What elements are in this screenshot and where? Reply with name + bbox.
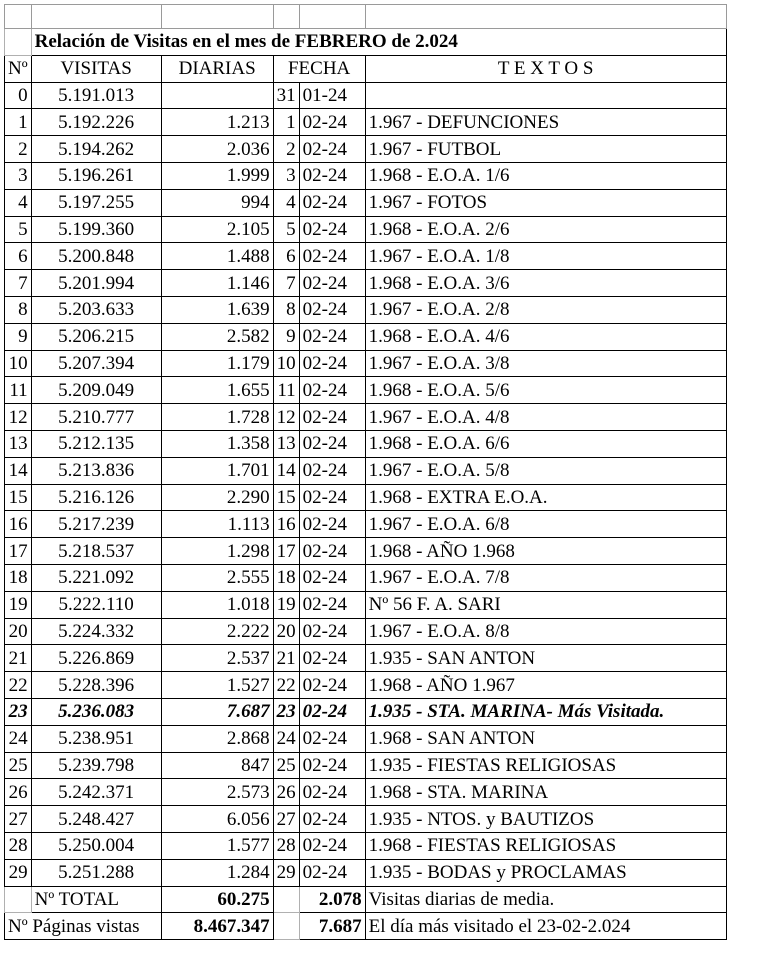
row-number[interactable]: 17 <box>5 538 32 565</box>
table-row <box>5 296 727 323</box>
row-day[interactable]: 16 <box>273 511 299 538</box>
table-row <box>5 538 727 565</box>
row-diarias[interactable]: 6.056 <box>161 806 273 833</box>
table-row <box>5 645 727 672</box>
row-diarias[interactable]: 1.213 <box>161 109 273 136</box>
row-visitas[interactable]: 5.224.332 <box>31 618 161 645</box>
row-texto[interactable]: 1.968 - E.O.A. 4/6 <box>365 323 726 350</box>
row-visitas[interactable]: 5.200.848 <box>31 243 161 270</box>
total-row <box>5 886 727 913</box>
row-diarias[interactable]: 1.527 <box>161 672 273 699</box>
row-month[interactable]: 02-24 <box>299 457 365 484</box>
row-texto[interactable]: 1.967 - E.O.A. 1/8 <box>365 243 726 270</box>
table-row <box>5 618 727 645</box>
table-row <box>5 270 727 297</box>
table-row <box>5 82 727 109</box>
row-number[interactable]: 0 <box>5 82 32 109</box>
row-visitas[interactable]: 5.207.394 <box>31 350 161 377</box>
row-texto[interactable]: 1.935 - NTOS. y BAUTIZOS <box>365 806 726 833</box>
row-month[interactable]: 02-24 <box>299 404 365 431</box>
row-number[interactable]: 6 <box>5 243 32 270</box>
row-diarias[interactable]: 2.537 <box>161 645 273 672</box>
row-texto[interactable]: 1.968 - AÑO 1.968 <box>365 538 726 565</box>
row-number[interactable]: 1 <box>5 109 32 136</box>
row-diarias[interactable]: 1.018 <box>161 591 273 618</box>
row-diarias[interactable]: 2.105 <box>161 216 273 243</box>
row-day[interactable]: 6 <box>273 243 299 270</box>
row-number[interactable]: 26 <box>5 779 32 806</box>
row-month[interactable]: 02-24 <box>299 162 365 189</box>
row-visitas[interactable]: 5.248.427 <box>31 806 161 833</box>
row-day[interactable]: 13 <box>273 430 299 457</box>
table-row <box>5 806 727 833</box>
row-texto[interactable]: 1.967 - E.O.A. 2/8 <box>365 296 726 323</box>
row-day[interactable]: 20 <box>273 618 299 645</box>
pages-value: 8.467.347 <box>161 913 273 940</box>
row-month[interactable]: 02-24 <box>299 430 365 457</box>
row-diarias[interactable]: 2.036 <box>161 136 273 163</box>
row-texto[interactable]: 1.968 - E.O.A. 6/6 <box>365 430 726 457</box>
row-month[interactable]: 02-24 <box>299 109 365 136</box>
row-day[interactable]: 31 <box>273 82 299 109</box>
row-diarias[interactable]: 847 <box>161 752 273 779</box>
row-day[interactable]: 25 <box>273 752 299 779</box>
row-day[interactable]: 27 <box>273 806 299 833</box>
row-day[interactable]: 12 <box>273 404 299 431</box>
row-diarias[interactable] <box>161 82 273 109</box>
row-diarias[interactable]: 994 <box>161 189 273 216</box>
blank-row <box>5 5 727 29</box>
row-diarias[interactable]: 1.577 <box>161 832 273 859</box>
table-row <box>5 672 727 699</box>
row-day[interactable]: 10 <box>273 350 299 377</box>
row-visitas[interactable]: 5.197.255 <box>31 189 161 216</box>
row-day[interactable]: 11 <box>273 377 299 404</box>
table-row <box>5 859 727 886</box>
table-row <box>5 377 727 404</box>
row-day[interactable]: 17 <box>273 538 299 565</box>
row-texto[interactable]: 1.968 - STA. MARINA <box>365 779 726 806</box>
row-texto[interactable]: 1.967 - E.O.A. 7/8 <box>365 564 726 591</box>
row-month[interactable]: 02-24 <box>299 645 365 672</box>
pages-label: Nº Páginas vistas <box>5 913 162 940</box>
table-row <box>5 350 727 377</box>
table-row <box>5 564 727 591</box>
row-number[interactable]: 21 <box>5 645 32 672</box>
row-texto[interactable]: 1.968 - SAN ANTON <box>365 725 726 752</box>
row-texto[interactable]: 1.935 - SAN ANTON <box>365 645 726 672</box>
pages-empty-cell[interactable] <box>273 913 299 940</box>
title-num-cell[interactable] <box>5 29 32 56</box>
media-text: Visitas diarias de media. <box>365 886 726 913</box>
row-visitas[interactable]: 5.228.396 <box>31 672 161 699</box>
total-num-cell[interactable] <box>5 886 32 913</box>
row-day[interactable]: 21 <box>273 645 299 672</box>
row-month[interactable]: 02-24 <box>299 538 365 565</box>
row-day[interactable]: 29 <box>273 859 299 886</box>
header-textos: T E X T O S <box>365 55 726 82</box>
row-texto[interactable]: 1.967 - E.O.A. 4/8 <box>365 404 726 431</box>
row-visitas[interactable]: 5.206.215 <box>31 323 161 350</box>
row-number[interactable]: 20 <box>5 618 32 645</box>
row-number[interactable]: 5 <box>5 216 32 243</box>
table-row <box>5 430 727 457</box>
row-texto[interactable]: 1.935 - STA. MARINA- Más Visitada. <box>365 698 726 725</box>
row-visitas[interactable]: 5.212.135 <box>31 430 161 457</box>
row-day[interactable]: 24 <box>273 725 299 752</box>
row-visitas[interactable]: 5.250.004 <box>31 832 161 859</box>
row-texto[interactable]: 1.967 - DEFUNCIONES <box>365 109 726 136</box>
row-day[interactable]: 14 <box>273 457 299 484</box>
row-day[interactable]: 2 <box>273 136 299 163</box>
table-row <box>5 725 727 752</box>
row-day[interactable]: 19 <box>273 591 299 618</box>
row-day[interactable]: 18 <box>273 564 299 591</box>
row-day[interactable]: 7 <box>273 270 299 297</box>
row-day[interactable]: 5 <box>273 216 299 243</box>
row-month[interactable]: 02-24 <box>299 243 365 270</box>
row-texto[interactable]: 1.968 - E.O.A. 3/6 <box>365 270 726 297</box>
row-number[interactable]: 24 <box>5 725 32 752</box>
row-number[interactable]: 29 <box>5 859 32 886</box>
blank-cell[interactable] <box>273 5 299 29</box>
table-row <box>5 779 727 806</box>
row-texto[interactable]: 1.967 - E.O.A. 8/8 <box>365 618 726 645</box>
row-visitas[interactable]: 5.194.262 <box>31 136 161 163</box>
blank-cell[interactable] <box>31 5 161 29</box>
table-row <box>5 136 727 163</box>
row-month[interactable]: 02-24 <box>299 752 365 779</box>
row-diarias[interactable]: 1.298 <box>161 538 273 565</box>
table-row <box>5 752 727 779</box>
max-text: El día más visitado el 23-02-2.024 <box>365 913 726 940</box>
table-row <box>5 243 727 270</box>
row-diarias[interactable]: 1.113 <box>161 511 273 538</box>
row-month[interactable]: 02-24 <box>299 216 365 243</box>
row-visitas[interactable]: 5.226.869 <box>31 645 161 672</box>
row-month[interactable]: 02-24 <box>299 377 365 404</box>
row-diarias[interactable]: 7.687 <box>161 698 273 725</box>
row-month[interactable]: 02-24 <box>299 511 365 538</box>
row-visitas[interactable]: 5.242.371 <box>31 779 161 806</box>
row-diarias[interactable]: 2.582 <box>161 323 273 350</box>
row-visitas[interactable]: 5.236.083 <box>31 698 161 725</box>
row-number[interactable]: 18 <box>5 564 32 591</box>
row-day[interactable]: 4 <box>273 189 299 216</box>
row-texto[interactable]: 1.968 - E.O.A. 1/6 <box>365 162 726 189</box>
row-day[interactable]: 26 <box>273 779 299 806</box>
table-row <box>5 591 727 618</box>
row-month[interactable]: 02-24 <box>299 323 365 350</box>
row-month[interactable]: 02-24 <box>299 859 365 886</box>
row-number[interactable]: 22 <box>5 672 32 699</box>
row-month[interactable]: 02-24 <box>299 618 365 645</box>
row-diarias[interactable]: 1.146 <box>161 270 273 297</box>
row-diarias[interactable]: 2.290 <box>161 484 273 511</box>
row-diarias[interactable]: 1.179 <box>161 350 273 377</box>
row-day[interactable]: 9 <box>273 323 299 350</box>
row-number[interactable]: 4 <box>5 189 32 216</box>
row-diarias[interactable]: 2.868 <box>161 725 273 752</box>
row-number[interactable]: 10 <box>5 350 32 377</box>
table-title: Relación de Visitas en el mes de FEBRERO de 2.024 <box>31 29 726 56</box>
row-texto[interactable]: 1.968 - FIESTAS RELIGIOSAS <box>365 832 726 859</box>
row-visitas[interactable]: 5.199.360 <box>31 216 161 243</box>
row-number[interactable]: 14 <box>5 457 32 484</box>
table-row <box>5 457 727 484</box>
header-num: Nº <box>5 55 32 82</box>
row-visitas[interactable]: 5.239.798 <box>31 752 161 779</box>
row-number[interactable]: 11 <box>5 377 32 404</box>
row-visitas[interactable]: 5.222.110 <box>31 591 161 618</box>
row-month[interactable]: 01-24 <box>299 82 365 109</box>
row-visitas[interactable]: 5.201.994 <box>31 270 161 297</box>
row-visitas[interactable]: 5.238.951 <box>31 725 161 752</box>
row-diarias[interactable]: 1.488 <box>161 243 273 270</box>
table-row <box>5 832 727 859</box>
row-number[interactable]: 23 <box>5 698 32 725</box>
row-visitas[interactable]: 5.213.836 <box>31 457 161 484</box>
row-diarias[interactable]: 1.701 <box>161 457 273 484</box>
table-row <box>5 404 727 431</box>
row-day[interactable]: 23 <box>273 698 299 725</box>
row-day[interactable]: 3 <box>273 162 299 189</box>
pages-row <box>5 913 727 940</box>
row-visitas[interactable]: 5.191.013 <box>31 82 161 109</box>
row-number[interactable]: 3 <box>5 162 32 189</box>
row-diarias[interactable]: 2.573 <box>161 779 273 806</box>
row-visitas[interactable]: 5.218.537 <box>31 538 161 565</box>
row-day[interactable]: 1 <box>273 109 299 136</box>
row-number[interactable]: 9 <box>5 323 32 350</box>
row-number[interactable]: 27 <box>5 806 32 833</box>
row-month[interactable]: 02-24 <box>299 698 365 725</box>
row-number[interactable]: 15 <box>5 484 32 511</box>
row-texto[interactable]: 1.935 - FIESTAS RELIGIOSAS <box>365 752 726 779</box>
total-empty-cell[interactable] <box>273 886 299 913</box>
row-diarias[interactable]: 1.728 <box>161 404 273 431</box>
row-visitas[interactable]: 5.251.288 <box>31 859 161 886</box>
row-texto[interactable]: 1.968 - E.O.A. 5/6 <box>365 377 726 404</box>
row-texto[interactable]: 1.935 - BODAS y PROCLAMAS <box>365 859 726 886</box>
media-value: 2.078 <box>299 886 365 913</box>
row-number[interactable]: 28 <box>5 832 32 859</box>
header-visitas: VISITAS <box>31 55 161 82</box>
table-row <box>5 484 727 511</box>
row-visitas[interactable]: 5.221.092 <box>31 564 161 591</box>
visits-table <box>4 4 727 940</box>
row-texto[interactable]: 1.967 - E.O.A. 3/8 <box>365 350 726 377</box>
row-number[interactable]: 13 <box>5 430 32 457</box>
table-row <box>5 511 727 538</box>
table-row <box>5 323 727 350</box>
row-visitas[interactable]: 5.203.633 <box>31 296 161 323</box>
row-diarias[interactable]: 1.284 <box>161 859 273 886</box>
row-day[interactable]: 22 <box>273 672 299 699</box>
row-number[interactable]: 12 <box>5 404 32 431</box>
row-texto[interactable]: 1.968 - AÑO 1.967 <box>365 672 726 699</box>
row-texto[interactable]: 1.968 - EXTRA E.O.A. <box>365 484 726 511</box>
row-month[interactable]: 02-24 <box>299 591 365 618</box>
row-number[interactable]: 8 <box>5 296 32 323</box>
row-texto[interactable]: 1.968 - E.O.A. 2/6 <box>365 216 726 243</box>
row-month[interactable]: 02-24 <box>299 806 365 833</box>
blank-cell[interactable] <box>299 5 365 29</box>
row-month[interactable]: 02-24 <box>299 832 365 859</box>
row-texto[interactable] <box>365 82 726 109</box>
row-visitas[interactable]: 5.216.126 <box>31 484 161 511</box>
row-texto[interactable]: 1.967 - E.O.A. 5/8 <box>365 457 726 484</box>
table-row <box>5 109 727 136</box>
row-visitas[interactable]: 5.210.777 <box>31 404 161 431</box>
row-month[interactable]: 02-24 <box>299 296 365 323</box>
header-row <box>5 55 727 82</box>
row-month[interactable]: 02-24 <box>299 779 365 806</box>
row-texto[interactable]: 1.967 - E.O.A. 6/8 <box>365 511 726 538</box>
row-month[interactable]: 02-24 <box>299 189 365 216</box>
row-day[interactable]: 28 <box>273 832 299 859</box>
total-label: Nº TOTAL <box>31 886 161 913</box>
row-month[interactable]: 02-24 <box>299 725 365 752</box>
header-fecha: FECHA <box>273 55 365 82</box>
row-diarias[interactable]: 2.222 <box>161 618 273 645</box>
blank-cell[interactable] <box>5 5 32 29</box>
row-number[interactable]: 19 <box>5 591 32 618</box>
row-month[interactable]: 02-24 <box>299 350 365 377</box>
row-number[interactable]: 25 <box>5 752 32 779</box>
row-day[interactable]: 15 <box>273 484 299 511</box>
row-number[interactable]: 16 <box>5 511 32 538</box>
row-visitas[interactable]: 5.217.239 <box>31 511 161 538</box>
header-diarias: DIARIAS <box>161 55 273 82</box>
table-row <box>5 698 727 725</box>
row-month[interactable]: 02-24 <box>299 136 365 163</box>
row-month[interactable]: 02-24 <box>299 672 365 699</box>
row-number[interactable]: 7 <box>5 270 32 297</box>
row-visitas[interactable]: 5.209.049 <box>31 377 161 404</box>
row-diarias[interactable]: 1.358 <box>161 430 273 457</box>
row-visitas[interactable]: 5.192.226 <box>31 109 161 136</box>
row-diarias[interactable]: 1.639 <box>161 296 273 323</box>
total-value: 60.275 <box>161 886 273 913</box>
table-row <box>5 162 727 189</box>
table-row <box>5 216 727 243</box>
row-visitas[interactable]: 5.196.261 <box>31 162 161 189</box>
row-day[interactable]: 8 <box>273 296 299 323</box>
blank-cell[interactable] <box>161 5 273 29</box>
blank-cell[interactable] <box>365 5 726 29</box>
row-month[interactable]: 02-24 <box>299 564 365 591</box>
row-texto[interactable]: 1.967 - FUTBOL <box>365 136 726 163</box>
title-row <box>5 29 727 56</box>
row-texto[interactable]: Nº 56 F. A. SARI <box>365 591 726 618</box>
max-value: 7.687 <box>299 913 365 940</box>
row-month[interactable]: 02-24 <box>299 484 365 511</box>
row-texto[interactable]: 1.967 - FOTOS <box>365 189 726 216</box>
row-month[interactable]: 02-24 <box>299 270 365 297</box>
table-row <box>5 189 727 216</box>
row-number[interactable]: 2 <box>5 136 32 163</box>
row-diarias[interactable]: 1.655 <box>161 377 273 404</box>
row-diarias[interactable]: 1.999 <box>161 162 273 189</box>
row-diarias[interactable]: 2.555 <box>161 564 273 591</box>
